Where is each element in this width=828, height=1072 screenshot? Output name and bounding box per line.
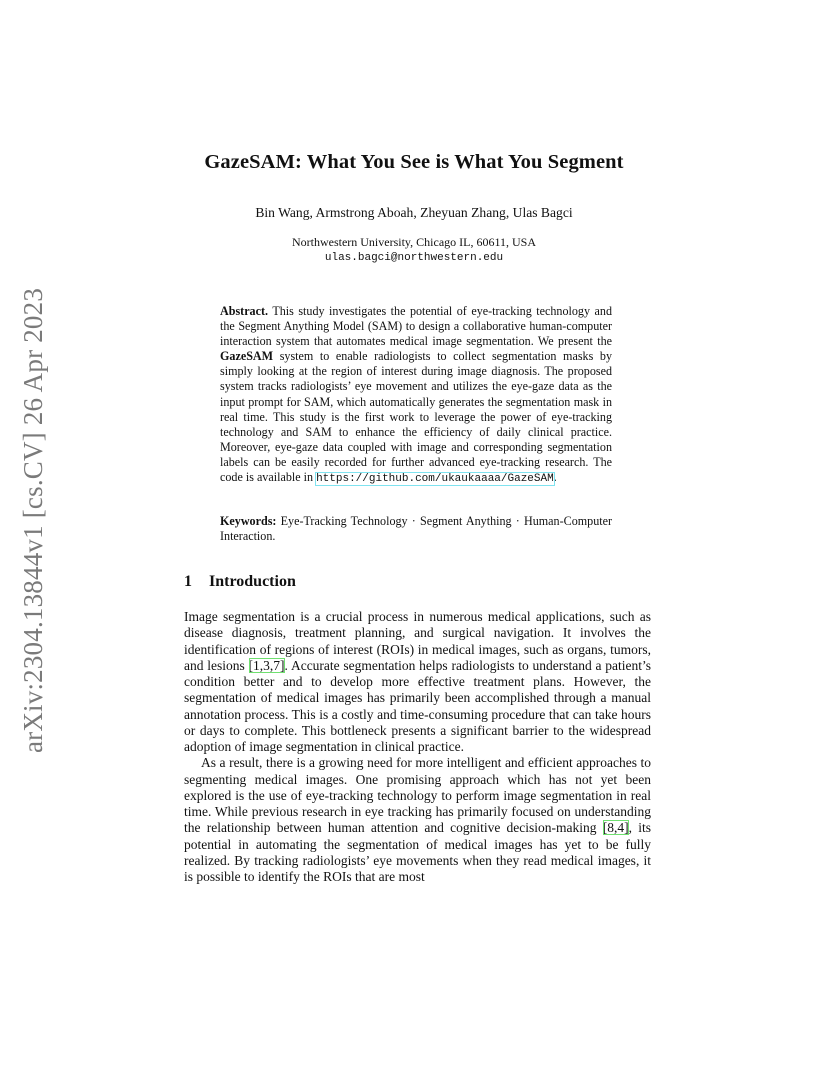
affiliation: Northwestern University, Chicago IL, 60611, USA	[291, 235, 537, 249]
keywords-label: Keywords:	[220, 514, 277, 528]
paragraph-1-text-b: . Accurate segmentation helps radiologists to understand a patient’s condition better and to develop more effective treatment plans. However, the segmentation of medical images has primarily been accomplished through a manual annotation process. This is a costly and time-consuming procedure that can take hours or days to complete. This bottleneck presents a significant barrier to the widespread adoption of image segmentation in clinical practice.	[184, 657, 651, 754]
arxiv-identifier: arXiv:2304.13844v1 [cs.CV] 26 Apr 2023	[18, 287, 49, 753]
paragraph-1	[184, 609, 651, 755]
keywords	[220, 514, 612, 544]
affiliation-block	[0, 234, 828, 266]
system-name: GazeSAM	[220, 349, 274, 364]
paragraph-2-text-b: , its potential in automating the segmentation of medical images has yet to be fully realized. By tracking radiologists’ eye movements when they read medical images, it is possible to identify the ROIs that are most	[184, 820, 652, 884]
paper-title: GazeSAM: What You See is What You Segment	[204, 151, 624, 173]
paragraph-1-text-a: Image segmentation is a crucial process in numerous medical applications, such as disease diagnosis, treatment planning, and surgical navigation. It involves the identification of regions of interest (ROIs) in medical images, such as organs, tumors, and lesions	[184, 609, 651, 673]
abstract-label: Abstract.	[220, 304, 269, 318]
section-body	[184, 609, 651, 885]
arxiv-sidebar-stamp	[14, 280, 54, 760]
paragraph-2	[184, 755, 651, 885]
citation-link[interactable]: [1,3,7]	[248, 657, 285, 673]
section-heading	[184, 573, 296, 591]
author-email[interactable]: ulas.bagci@northwestern.edu	[324, 252, 504, 264]
paragraph-2-text-a: As a result, there is a growing need for more intelligent and efficient approaches to segmenting medical images. One promising approach which has not yet been explored is the use of eye-tracking technology to perform image segmentation in real time. While previous research in eye tracking has primarily focused on understanding the relationship between human attention and cognitive decision-making	[184, 755, 651, 836]
keywords-text: Eye-Tracking Technology · Segment Anything · Human-Computer Interaction.	[220, 514, 612, 544]
abstract-end: .	[553, 470, 557, 485]
author-list: Bin Wang, Armstrong Aboah, Zheyuan Zhang, Ulas Bagci	[255, 205, 573, 220]
code-link[interactable]: https://github.com/ukaukaaaa/GazeSAM	[316, 473, 554, 486]
section-title: Introduction	[209, 573, 296, 590]
citation-link[interactable]: [8,4]	[602, 820, 629, 836]
abstract	[220, 304, 612, 487]
section-number: 1	[184, 573, 192, 590]
abstract-text-part1: This study investigates the potential of eye-tracking technology and the Segment Anything Model (SAM) to design a collaborative human-computer interaction system that automates medical image segmentation. We present the	[220, 304, 612, 349]
abstract-text-part2: system to enable radiologists to collect segmentation masks by simply looking at the region of interest during image diagnosis. The proposed system tracks radiologists’ eye movement and utilizes the eye-gaze data as the input prompt for SAM, which automatically generates the segmentation mask in real time. This study is the first work to leverage the power of eye-tracking technology and SAM to enhance the efficiency of daily clinical practice. Moreover, eye-gaze data coupled with image and corresponding segmentation labels can be easily recorded for further advanced eye-tracking research. The code is available in	[220, 349, 612, 485]
